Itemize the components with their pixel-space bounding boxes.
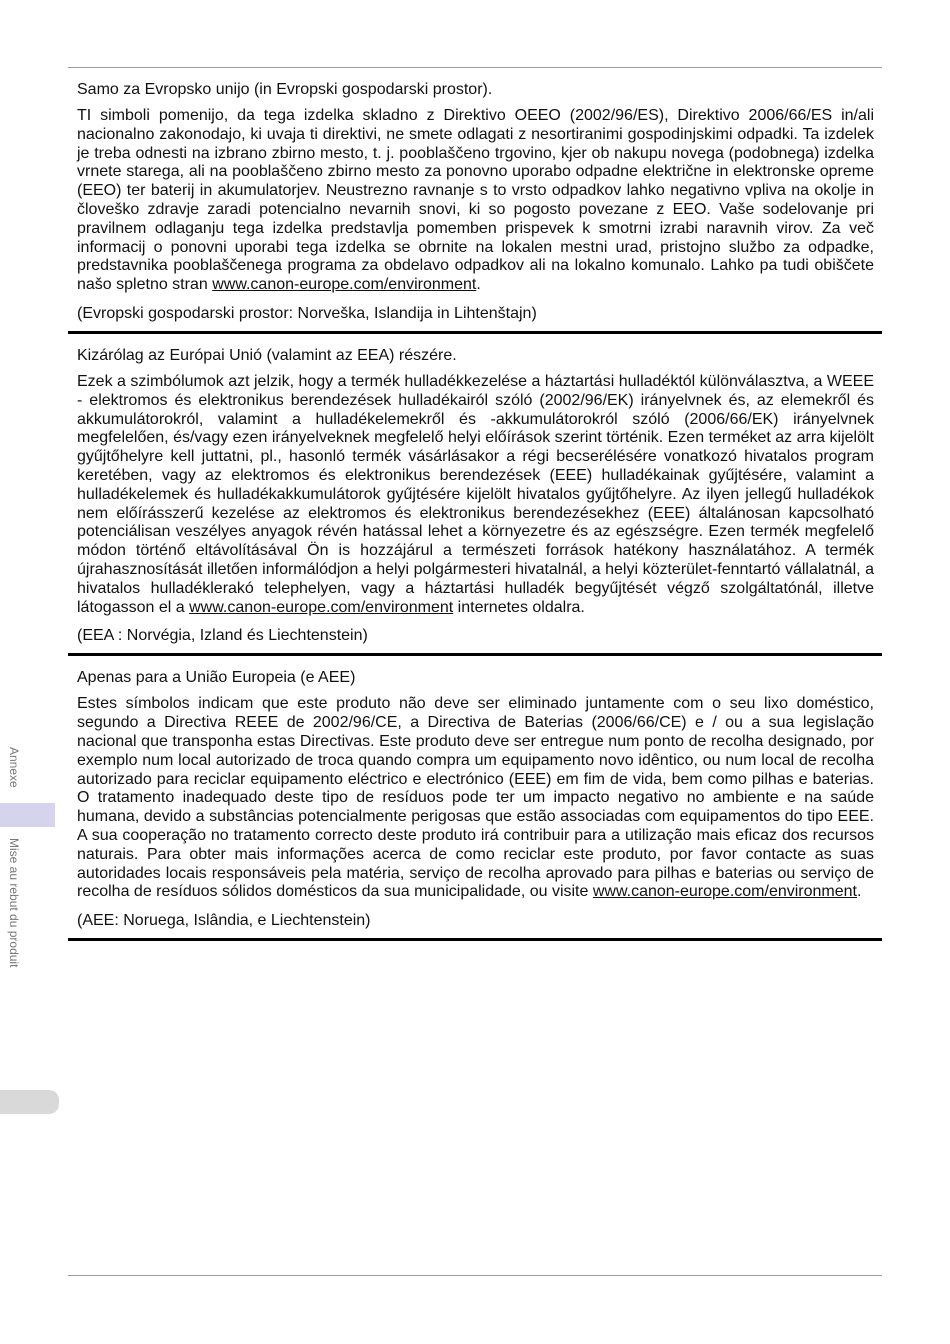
side-label-annexe: Annexe <box>7 747 21 788</box>
page-content <box>68 68 882 941</box>
section-body <box>77 373 874 617</box>
section-heading: Samo za Evropsko unijo (in Evropski gospodarski prostor). <box>77 81 493 98</box>
section-heading: Kizárólag az Európai Unió (valamint az EEA) részére. <box>77 346 457 364</box>
after-link-text: internetes oldalra. <box>453 598 585 616</box>
section-body <box>77 695 874 902</box>
environment-link[interactable]: www.canon-europe.com/environment <box>189 598 454 616</box>
section-heading: Apenas para a União Europeia (e AEE) <box>77 669 356 687</box>
section-portuguese <box>68 656 882 938</box>
body-text: Estes símbolos indicam que este produto não deve ser eliminado juntamente com o seu lixo doméstico, segundo a Directiva REEE de 2002/96/CE, a Directiva de Baterias (2006/66/CE) e / ou a sua legislação nacional que transponha estas Directivas. Este produto deve ser entregue num ponto de recolha designado, por exemplo num local autorizado de troca quando compra um equipamento novo idêntico, ou num local de recolha autorizado para reciclar equipamento eléctrico e electrónico (EEE) em fim de vida, bem como pilhas e baterias. O tratamento inadequado deste tipo de resíduos pode ter um impacto negativo no ambiente e na saúde humana, devido a substâncias potencialmente perigosas que estão associadas com equipamentos do tipo EEE. A sua cooperação no tratamento correcto deste produto irá contribuir para a utilização mais eficaz dos recursos naturais. Para obter mais informações acerca de como reciclar este produto, por favor contacte as suas autoridades locais responsáveis pela matéria, serviço de recolha aprovado para pilhas e baterias ou serviço de recolha de resíduos sólidos domésticos da sua municipalidade, ou visite <box>77 695 874 901</box>
section-divider <box>68 938 882 941</box>
environment-link[interactable]: www.canon-europe.com/environment <box>592 883 857 901</box>
after-link-text: . <box>476 276 481 294</box>
footer-divider <box>68 1275 882 1276</box>
body-text: Ezek a szimbólumok azt jelzik, hogy a termék hulladékkezelése a háztartási hulladéktól különválasztva, a WEEE - elektromos és elektronikus berendezések hulladékairól szóló (2002/96/EK) irányelvnek és, az elemekről és akkumulátorokról, valamint a hulladékelemekről és -akkumulátorokról szóló (2006/66/EK) irányelvnek megfelelően, és/vagy ezen irányelveknek megfelelő helyi előírások szerint történik. Ezen terméket az arra kijelölt gyűjtőhelyre kell juttatni, pl., hasonló termék vásárlásakor a régi becserélésére vonatkozó hivatalos program keretében, vagy az elektromos és elektronikus berendezések (EEE) hulladékainak gyűjtésére, valamint a hulladékelemek és hulladékakkumulátorok gyűjtésére kijelölt hivatalos gyűjtőhelyre. Az ilyen jellegű hulladékok nem előírásszerű kezelése az elektromos és elektronikus berendezésekhez (EEE) általánosan kapcsolható potenciálisan veszélyes anyagok révén hatással lehet a környezetre és az egészségre. Ezen termék megfelelő módon történő eltávolításával Ön is hozzájárul a természeti források hatékony használatához. A termék újrahasznosítását illetően informálódjon a helyi polgármesteri hivatalnál, a helyi közterület-fenntartó vállalatnál, a hivatalos hulladéklerakó telephelyen, vagy a háztartási hulladék begyűjtését végző szolgáltatónál, illetve látogasson el a <box>77 372 874 616</box>
page-number-tab <box>0 1090 59 1114</box>
side-label-section: Mise au rebut du produit <box>7 838 21 968</box>
section-slovenian <box>68 68 882 331</box>
environment-link[interactable]: www.canon-europe.com/environment <box>212 276 477 294</box>
body-text: TI simboli pomenijo, da tega izdelka skladno z Direktivo OEEO (2002/96/ES), Direktivo 2006/66/ES in/ali nacionalno zakonodajo, ki uvaja ti direktivi, ne smete odlagati z nesortiranimi gospodinjskimi odpadki. Ta izdelek je treba odnesti na izbrano zbirno mesto, t. j. pooblaščeno trgovino, kjer ob nakupu novega (podobnega) izdelka vrnete starega, ali na pooblaščeno zbirno mesto za ponovno uporabo odpadne električne in elektronske opreme (EEO) ter baterij in akumulatorjev. Neustrezno ravnanje s to vrsto odpadkov lahko negativno vpliva na okolje in človeško zdravje zaradi potencialno nevarnih snovi, ki so pogosto povezane z EEO. Vaše sodelovanje pri pravilnem odlaganju tega izdelka predstavlja pomemben prispevek k smotrni izrabi naravnih virov. Za več informacij o ponovni uporabi tega izdelka se obrnite na lokalen mestni urad, pristojno službo za odpadke, predstavnika pooblaščenega programa za obdelavo odpadkov ali na lokalno komunalo. Lahko pa tudi obiščete našo spletno stran <box>77 107 874 294</box>
section-hungarian <box>68 334 882 653</box>
after-link-text: . <box>857 883 862 901</box>
section-note: (Evropski gospodarski prostor: Norveška, Islandija in Lihtenštajn) <box>77 304 537 322</box>
section-note: (EEA : Norvégia, Izland és Liechtenstein) <box>77 627 368 645</box>
section-body <box>77 107 874 295</box>
annexe-tab-marker <box>0 803 55 827</box>
section-note: (AEE: Noruega, Islândia, e Liechtenstein) <box>77 912 371 930</box>
